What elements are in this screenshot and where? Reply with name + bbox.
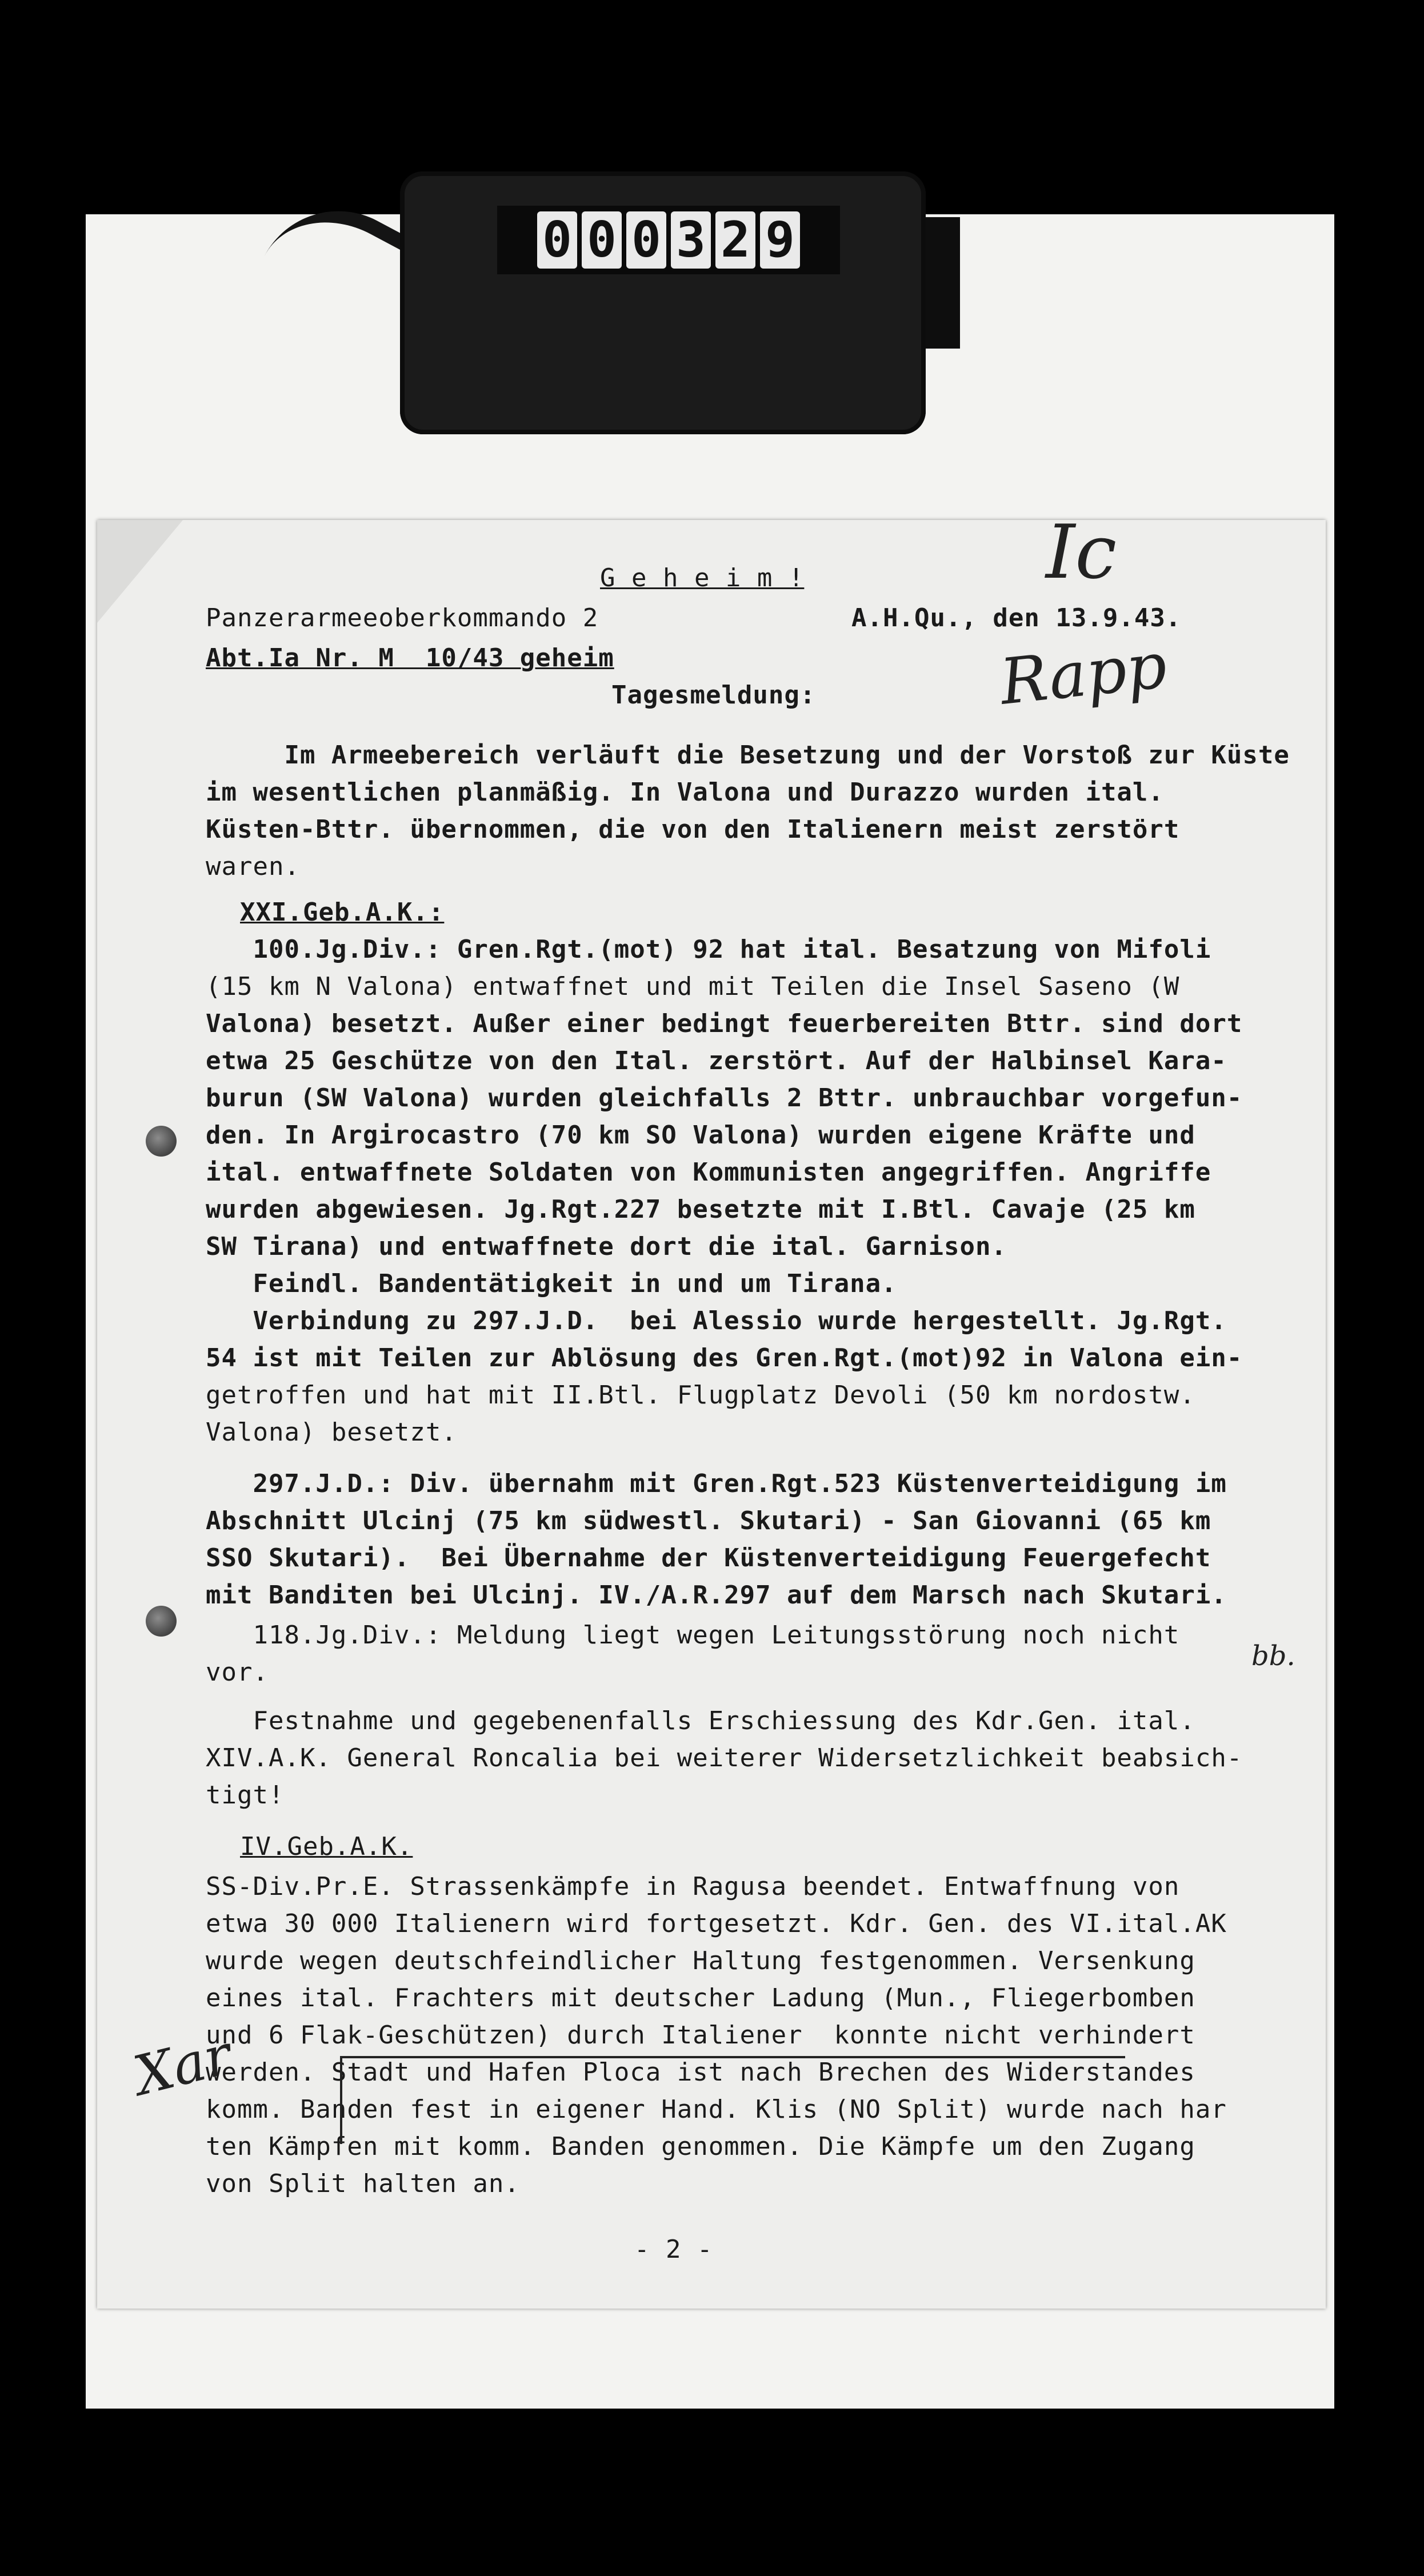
text-line: waren. — [206, 852, 300, 881]
counter-digit: 9 — [760, 211, 800, 269]
text-line: Valona) besetzt. — [206, 1418, 457, 1447]
section-heading: XXI.Geb.A.K.: — [240, 898, 445, 927]
text-line: mit Banditen bei Ulcinj. IV./A.R.297 auf dem Marsch nach Skutari. — [206, 1581, 1227, 1610]
text-line: 54 ist mit Teilen zur Ablösung des Gren.Rgt.(mot)92 in Valona ein- — [206, 1343, 1243, 1373]
file-reference: Abt.Ia Nr. M 10/43 geheim — [206, 643, 614, 673]
handwritten-margin-mark: bb. — [1251, 1640, 1295, 1672]
text-line: und 6 Flak-Geschützen) durch Italiener konnte nicht verhindert — [206, 2021, 1195, 2050]
text-line: wurden abgewiesen. Jg.Rgt.227 besetzte mit I.Btl. Cavaje (25 km — [206, 1195, 1195, 1224]
text-line: burun (SW Valona) wurden gleichfalls 2 Bttr. unbrauchbar vorgefun- — [206, 1083, 1243, 1113]
text-line: im wesentlichen planmäßig. In Valona und Durazzo wurden ital. — [206, 778, 1164, 807]
punch-hole — [146, 1606, 177, 1637]
text-line: Feindl. Bandentätigkeit in und um Tirana. — [206, 1269, 897, 1298]
text-line: etwa 30 000 Italienern wird fortgesetzt. Kdr. Gen. des VI.ital.AK — [206, 1909, 1227, 1938]
hand-drawn-bracket — [340, 2056, 1125, 2144]
counter-digit: 0 — [626, 211, 666, 269]
punch-hole — [146, 1126, 177, 1157]
frame-counter — [400, 171, 926, 434]
text-line: Festnahme und gegebenenfalls Erschiessung des Kdr.Gen. ital. — [206, 1706, 1195, 1735]
text-line: vor. — [206, 1658, 269, 1687]
text-line: 118.Jg.Div.: Meldung liegt wegen Leitungsstörung noch nicht — [206, 1621, 1180, 1650]
text-line: 100.Jg.Div.: Gren.Rgt.(mot) 92 hat ital. Besatzung von Mifoli — [206, 935, 1211, 964]
page-number: - 2 - — [634, 2235, 713, 2264]
text-line: ten Kämpfen mit komm. Banden genommen. Die Kämpfe um den Zugang — [206, 2132, 1195, 2161]
text-line: Abschnitt Ulcinj (75 km südwestl. Skutari) - San Giovanni (65 km — [206, 1506, 1211, 1535]
text-line: 297.J.D.: Div. übernahm mit Gren.Rgt.523 Küstenverteidigung im — [206, 1469, 1227, 1498]
text-line: (15 km N Valona) entwaffnet und mit Teilen die Insel Saseno (W — [206, 972, 1180, 1001]
sender: Panzerarmeeoberkommando 2 — [206, 603, 599, 633]
text-line: Valona) besetzt. Außer einer bedingt feuerbereiten Bttr. sind dort — [206, 1009, 1243, 1038]
counter-digit: 2 — [715, 211, 755, 269]
text-line: getroffen und hat mit II.Btl. Flugplatz Devoli (50 km nordostw. — [206, 1381, 1195, 1410]
text-line: etwa 25 Geschütze von den Ital. zerstört. Auf der Halbinsel Kara- — [206, 1046, 1227, 1075]
handwritten-signature: Rapp — [997, 629, 1170, 719]
text-line: SW Tirana) und entwaffnete dort die ital. Garnison. — [206, 1232, 1007, 1261]
text-line: komm. Banden fest in eigener Hand. Klis (NO Split) wurde nach har — [206, 2095, 1227, 2124]
handwritten-left-mark: Xar — [128, 2023, 238, 2108]
text-line: Im Armeebereich verläuft die Besetzung und der Vorstoß zur Küste — [206, 741, 1290, 770]
counter-clip-arm — [926, 217, 960, 349]
text-line: XIV.A.K. General Roncalia bei weiterer Widersetzlichkeit beabsich- — [206, 1743, 1243, 1773]
text-line: tigt! — [206, 1781, 285, 1810]
text-line: Verbindung zu 297.J.D. bei Alessio wurde hergestellt. Jg.Rgt. — [206, 1306, 1227, 1335]
counter-digit: 0 — [582, 211, 622, 269]
folded-corner — [97, 520, 183, 623]
counter-digit: 0 — [537, 211, 577, 269]
text-line: Küsten-Bttr. übernommen, die von den Italienern meist zerstört — [206, 815, 1180, 844]
section-heading: IV.Geb.A.K. — [240, 1832, 413, 1861]
text-line: ital. entwaffnete Soldaten von Kommunisten angegriffen. Angriffe — [206, 1158, 1211, 1187]
text-line: von Split halten an. — [206, 2169, 520, 2198]
document-page — [97, 509, 1326, 2309]
text-line: SSO Skutari). Bei Übernahme der Küstenverteidigung Feuergefecht — [206, 1543, 1211, 1573]
counter-window — [497, 206, 840, 274]
text-line: wurde wegen deutschfeindlicher Haltung festgenommen. Versenkung — [206, 1946, 1195, 1975]
counter-digit: 3 — [671, 211, 711, 269]
classification: G e h e i m ! — [600, 563, 805, 593]
subject: Tagesmeldung: — [611, 681, 816, 710]
text-line: den. In Argirocastro (70 km SO Valona) wurden eigene Kräfte und — [206, 1121, 1195, 1150]
text-line: SS-Div.Pr.E. Strassenkämpfe in Ragusa beendet. Entwaffnung von — [206, 1872, 1180, 1901]
handwritten-top-mark: Ic — [1046, 509, 1117, 595]
place-date: A.H.Qu., den 13.9.43. — [851, 603, 1182, 633]
text-line: eines ital. Frachters mit deutscher Ladung (Mun., Fliegerbomben — [206, 1983, 1195, 2013]
text-line: werden. Stadt und Hafen Ploca ist nach Brechen des Widerstandes — [206, 2058, 1195, 2087]
